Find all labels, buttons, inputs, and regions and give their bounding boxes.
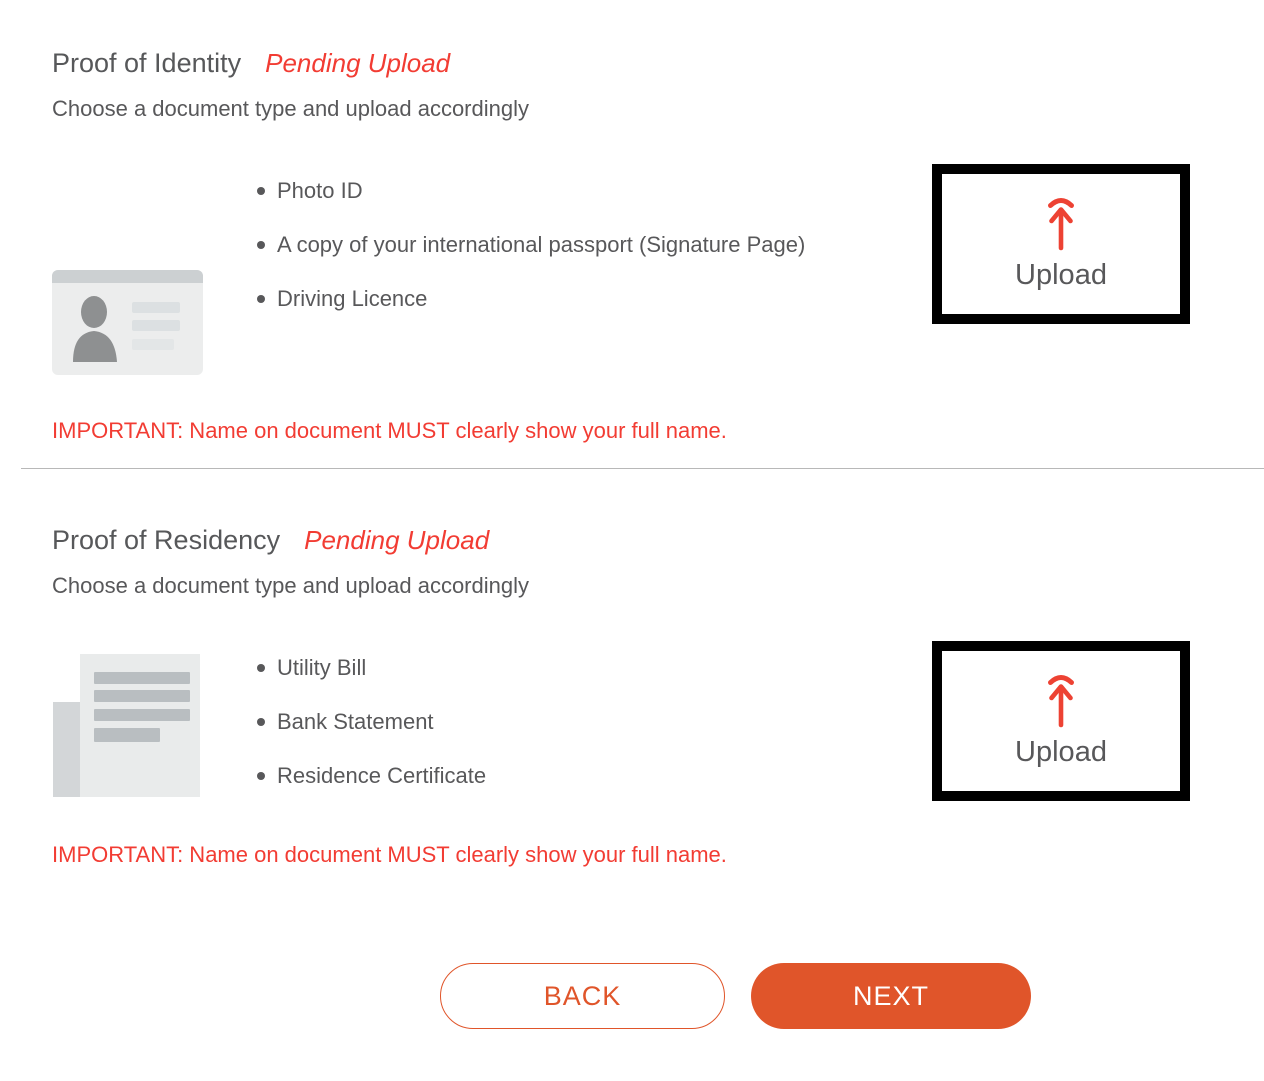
upload-residency-button[interactable] xyxy=(932,641,1190,801)
section-subtitle-identity: Choose a document type and upload accordingly xyxy=(52,96,529,121)
list-item: Residence Certificate xyxy=(255,749,815,803)
upload-arrow-icon xyxy=(1047,673,1075,732)
upload-button-label: Upload xyxy=(1015,259,1107,291)
list-item: Photo ID xyxy=(255,164,815,218)
important-note-identity: IMPORTANT: Name on document MUST clearly show your full name. xyxy=(52,418,727,443)
list-item: Driving Licence xyxy=(255,272,815,326)
upload-button-label: Upload xyxy=(1015,736,1107,768)
next-button[interactable]: NEXT xyxy=(751,963,1031,1029)
section-header xyxy=(52,48,1264,79)
list-item: Utility Bill xyxy=(255,641,815,695)
list-item: Bank Statement xyxy=(255,695,815,749)
back-button[interactable]: BACK xyxy=(440,963,725,1029)
status-pending-upload-identity: Pending Upload xyxy=(265,48,451,78)
section-proof-of-identity xyxy=(52,48,1264,444)
section-header xyxy=(52,525,1264,556)
action-buttons-row xyxy=(440,963,1264,1029)
upload-identity-button[interactable] xyxy=(932,164,1190,324)
section-subtitle-residency: Choose a document type and upload accordingly xyxy=(52,573,529,598)
document-icon xyxy=(52,649,203,804)
residency-content-row xyxy=(52,641,1264,804)
status-pending-upload-residency: Pending Upload xyxy=(304,525,490,555)
important-note-residency: IMPORTANT: Name on document MUST clearly show your full name. xyxy=(52,842,727,867)
section-title-identity: Proof of Identity xyxy=(52,48,242,78)
section-title-residency: Proof of Residency xyxy=(52,525,281,555)
residency-document-list xyxy=(255,641,815,803)
upload-arrow-icon xyxy=(1047,196,1075,255)
identity-document-list xyxy=(255,164,815,326)
identity-content-row xyxy=(52,164,1264,380)
id-card-icon xyxy=(52,270,203,380)
list-item: A copy of your international passport (Signature Page) xyxy=(255,218,815,272)
section-proof-of-residency xyxy=(52,469,1264,868)
